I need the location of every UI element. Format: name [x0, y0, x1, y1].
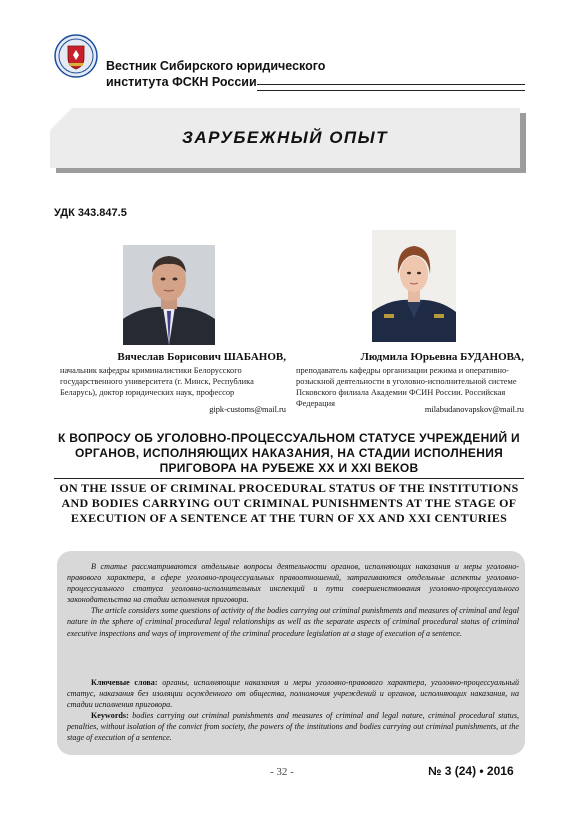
article-title-ru: К ВОПРОСУ ОБ УГОЛОВНО-ПРОЦЕССУАЛЬНОМ СТАТУСЕ УЧРЕЖДЕНИЙ И ОРГАНОВ, ИСПОЛНЯЮЩИХ НАКАЗАНИЯ, НА СТАДИИ ИСПОЛНЕНИЯ ПРИГОВОРА НА РУБЕЖЕ XX И XXI ВЕКОВ — [58, 431, 520, 475]
issue-number: № 3 (24) • 2016 — [428, 764, 514, 778]
author-photo-2 — [372, 230, 456, 342]
keywords — [67, 677, 519, 744]
header-rule — [257, 84, 525, 91]
author-2-email[interactable]: milabudanovapskov@mail.ru — [424, 405, 524, 414]
article-title-en: ON THE ISSUE OF CRIMINAL PROCEDURAL STATUS OF THE INSTITUTIONS AND BODIES CARRYING OUT CRIMINAL PUNISHMENTS AT THE STAGE OF EXECUTION OF A SENTENCE AT THE TURN OF XX AND XXI CENTURIES — [59, 481, 519, 525]
author-2-name: Людмила Юрьевна БУДАНОВА, — [360, 351, 524, 363]
abstract-ru: В статье рассматриваются отдельные вопросы деятельности органов, исполняющих наказания и меры уголовно-правового характера, в сфере уголовно-процессуальных правоотношений, затрагиваются отдельные аспекты уголовно-процессуального статуса уголовно-исполнительных инспекций и пути совершенствования уголовно-процессуального законодательства на стадии исполнения приговора. — [67, 562, 519, 605]
abstract — [67, 561, 519, 639]
author-1-email[interactable]: gipk-customs@mail.ru — [209, 405, 286, 414]
journal-logo — [54, 34, 98, 78]
section-title: ЗАРУБЕЖНЫЙ ОПЫТ — [181, 128, 389, 147]
udk-code: УДК 343.847.5 — [54, 207, 127, 219]
keywords-ru-label: Ключевые слова: — [91, 678, 158, 687]
journal-title-line2: института ФСКН России — [106, 75, 257, 89]
title-separator — [54, 478, 524, 479]
abstract-en: The article considers some questions of activity of the bodies carrying out criminal punishments and measures of criminal and legal nature in the sphere of criminal procedural legal relationships as well as the separate aspects of criminal procedural status of criminal executive inspections and ways of improvement of the criminal procedure legislation at a stage of execution of a sentence. — [67, 606, 519, 638]
keywords-en: bodies carrying out criminal punishments and measures of criminal and legal nature, criminal procedural status, penalties, without isolation of the convict from society, the powers of the institutions and bodies carrying out criminal punishments, at the stage of execution of a sentence. — [67, 711, 519, 743]
author-1-affiliation: начальник кафедры криминалистики Белорусского государственного университета (г. Минск, Республика Беларусь), доктор юридических наук, профессор — [60, 366, 254, 397]
keywords-ru: органы, исполняющие наказания и меры уголовно-правового характера, уголовно-процессуальный статус, наказания без изоляции осужденного от общества, полномочия учреждений и органов, исполняющих наказания, на стадии исполнения приговора. — [67, 678, 519, 710]
journal-title-line1: Вестник Сибирского юридического — [106, 59, 326, 73]
page-number: - 32 - — [270, 766, 294, 778]
author-2-affiliation: преподаватель кафедры организации режима и оперативно-розыскной деятельности в уголовно-исполнительной системе Псковского филиала Академии ФСИН России. Российская Федерация — [296, 366, 517, 408]
author-1-name: Вячеслав Борисович ШАБАНОВ, — [117, 351, 286, 363]
keywords-en-label: Keywords: — [91, 711, 129, 721]
author-photo-1 — [123, 245, 215, 345]
